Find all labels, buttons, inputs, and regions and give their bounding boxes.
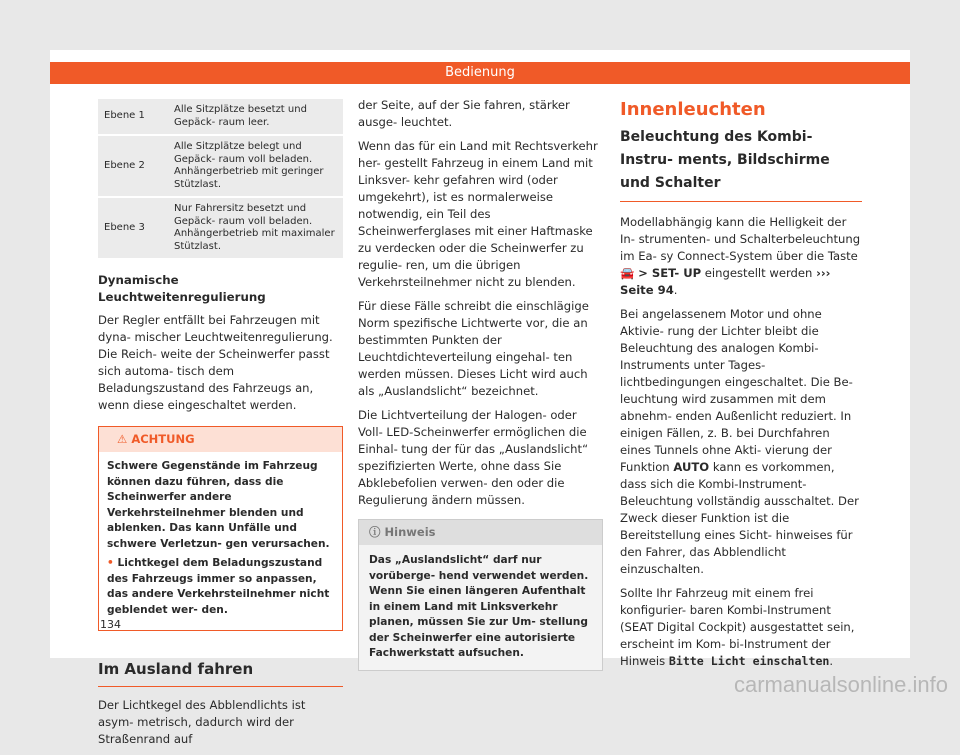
note-header: [359, 520, 602, 545]
ausland-text-5: Die Lichtverteilung der Halogen- oder Voll- LED-Scheinwerfer ermöglichen die Einhal- tung der für das „Auslandslicht“ spezifizierten Werte, ohne dass Sie Abklebefolien verwen- den oder die Regulierung ändern müssen.: [358, 408, 589, 507]
page-header: Bedienung: [50, 62, 910, 84]
section-title: Innenleuchten: [620, 99, 766, 120]
table-row: [98, 99, 343, 134]
innen-text-2a: Bei angelassenem Motor und ohne Aktivie- rung der Lichter bleibt die Beleuchtung des analogen Kombi-Instruments unter Tages- lichtbedingungen eingeschaltet. Die Be- leuchtung wird zusammen mit dem abnehm- enden Außenlicht reduziert. In einigen Fällen, z. B. bei Durchfahren eines Tunnels ohne Akti- vierung der Funktion: [620, 307, 853, 474]
warning-title: ACHTUNG: [131, 432, 195, 446]
display-message: Bitte Licht einschalten: [668, 654, 830, 668]
column-1: [98, 97, 343, 755]
level-desc: Alle Sitzplätze belegt und Gepäck- raum voll beladen. Anhängerbetrieb mit geringer Stützlast.: [168, 136, 343, 196]
warning-header: [99, 427, 342, 452]
bullet-icon: •: [107, 557, 118, 569]
innen-text-2b: kann es vorkommen, dass sich die Kombi-Instrument-Beleuchtung vollständig ausschaltet. Der Zweck dieser Funktion ist die Bereitstellung eines Sicht- hinweises für den Fahrer, das Abblendlicht einzuschalten.: [620, 460, 859, 576]
note-box: [358, 519, 603, 671]
level-table: [98, 97, 343, 260]
page-number: 134: [100, 618, 121, 631]
page-reference-link[interactable]: ››› Seite 94: [620, 266, 831, 297]
innen-text-1a: Modellabhängig kann die Helligkeit der In- strumenten- und Schalterbeleuchtung im Ea- sy Connect-System über die Taste: [620, 215, 861, 263]
note-title: Hinweis: [384, 525, 436, 539]
level-label: Ebene 1: [98, 99, 168, 134]
innen-text-2: [620, 306, 862, 578]
dyn-heading: Dynamische Leuchtweitenregulierung: [98, 273, 266, 304]
ausland-text-3: Wenn das für ein Land mit Rechtsverkehr her- gestellt Fahrzeug in einem Land mit Linksver- kehr gefahren wird (oder umgekehrt), ist es normalerweise notwendig, ein Teil des Scheinwerferglases mit einer Haftmaske zu verdecken oder die Scheinwerfer zu regulie- ren, um die übrigen Verkehrsteilnehmer nicht zu blenden.: [358, 139, 598, 289]
level-label: Ebene 3: [98, 198, 168, 258]
warning-bullet-text: Lichtkegel dem Beladungszustand des Fahrzeugs immer so anpassen, das andere Verkehrsteilnehmer nicht geblendet wer- den.: [107, 557, 330, 616]
ausland-text-1: Der Lichtkegel des Abblendlichts ist asym- metrisch, dadurch wird der Straßenrand auf: [98, 698, 306, 746]
auto-label: AUTO: [673, 460, 710, 474]
level-label: Ebene 2: [98, 136, 168, 196]
info-icon: ⓘ: [369, 525, 381, 539]
section-subtitle: Beleuchtung des Kombi-Instru- ments, Bildschirme und Schalter: [620, 126, 862, 202]
innen-text-3a: Sollte Ihr Fahrzeug mit einem frei konfigurier- baren Kombi-Instrument (SEAT Digital Cockpit) ausgestattet sein, erscheint im Kom- bi-Instrument der Hinweis: [620, 586, 855, 668]
ausland-text-2: der Seite, auf der Sie fahren, stärker ausge- leuchtet.: [358, 98, 570, 129]
warning-text: Schwere Gegenstände im Fahrzeug können dazu führen, dass die Scheinwerfer andere Verkehrsteilnehmer blenden und ablenken. Das kann Unfälle und schwere Verletzun- gen verursachen.: [107, 460, 330, 550]
level-desc: Alle Sitzplätze besetzt und Gepäck- raum leer.: [168, 99, 343, 134]
ausland-text-4: Für diese Fälle schreibt die einschlägige Norm spezifische Lichtwerte vor, die an bestimmten Punkten der Leuchtdichteverteilung eingehal- ten werden müssen. Dieses Licht wird auch als „Auslandslicht“ bezeichnet.: [358, 299, 589, 398]
ausland-heading: Im Ausland fahren: [98, 661, 343, 687]
car-menu-icon: 🚘: [620, 266, 635, 280]
warning-triangle-icon: ⚠: [117, 432, 128, 446]
column-3: [620, 97, 862, 677]
innen-text-3: Sollte Ihr Fahrzeug mit einem frei konfigurier- baren Kombi-Instrument (SEAT Digital Cockpit) ausgestattet sein, erscheint im Kom- bi-Instrument der Hinweis Bitte Licht einschalten.: [620, 586, 855, 668]
watermark: carmanualsonline.info: [733, 672, 948, 697]
level-desc: Nur Fahrersitz besetzt und Gepäck- raum voll beladen. Anhängerbetrieb mit maximaler Stützlast.: [168, 198, 343, 258]
table-row: [98, 136, 343, 196]
table-row: [98, 198, 343, 258]
warning-body: [99, 452, 342, 630]
column-2: [358, 97, 603, 671]
innen-text-1: Modellabhängig kann die Helligkeit der In- strumenten- und Schalterbeleuchtung im Ea- sy Connect-System über die Taste 🚘 > SET- UP eingestellt werden ››› Seite 94.: [620, 215, 861, 297]
warning-bullet-item: [107, 556, 334, 618]
setup-label: > SET- UP: [638, 266, 702, 280]
note-text: Das „Auslandslicht“ darf nur vorüberge- hend verwendet werden. Wenn Sie einen längeren Aufenthalt in einem Land mit Linksverkehr planen, müssen Sie zur Um- stellung der Scheinwerfer eine autorisierte Fachwerkstatt aufsuchen.: [369, 554, 589, 659]
innen-text-1c: eingestellt werden: [704, 266, 813, 280]
warning-box: [98, 426, 343, 631]
dyn-text: Der Regler entfällt bei Fahrzeugen mit dyna- mischer Leuchtweitenregulierung. Die Reich- weite der Scheinwerfer passt sich automa- tisch dem Beladungszustand des Fahrzeugs an, wenn diese eingeschaltet werden.: [98, 313, 333, 412]
